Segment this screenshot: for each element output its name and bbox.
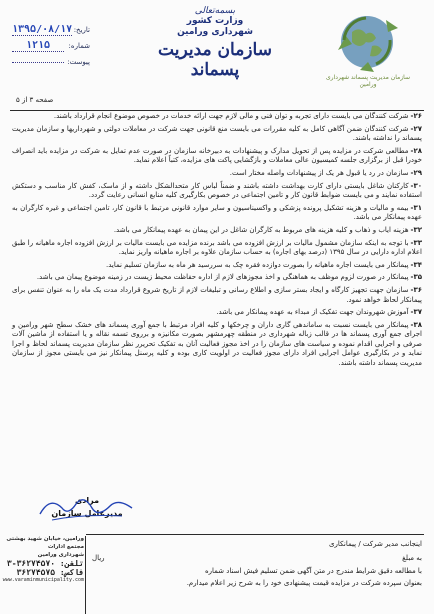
attachment-label: پیوست: [67, 58, 90, 66]
org-heading [140, 6, 290, 80]
contact-complex: مجتمع ادارات [47, 543, 84, 550]
clause-item [12, 125, 422, 144]
receipt-line-2: بعنوان سپرده شرکت در مزایده قیمت پیشنهادی خود را به شرح زیر اعلام میدارم. [186, 579, 422, 587]
letter-meta [12, 22, 90, 70]
bismillah: بسمه‌تعالی [194, 6, 236, 16]
clause-text: پیمانکار می بایست نسبت به ساماندهی گاری داران و چرخکها و کلیه افراد مرتبط با جمع آوری پسماند های خشک سطح شهر ورامین و اجرای جمع آوری پسماند ها در قالب زباله شهرداری در منطقه چهرمشهر بصورت مکانیزه و برروی تسمه نقاله و یا استفاده از ماشین آلات صرفی و اجرایی اقدام نموده و سیاست های سازمان را در اخذ مجوز فعالیت آنان به تفکیک تحریرر نظر سازمان مدیریت پسماند لحاظ و اجرا نماید و در بکارگیری عوامل اجرایی افراد دارای مجوز فعالیت در اولویت کاری بوده و کلیه پرسنل پیمانکار نیز می بایستی مجوز از سازمان مدیریت پسماند داشته باشند. [12, 320, 422, 368]
attachment-row [12, 54, 90, 70]
letter-footer [0, 534, 434, 614]
receipt-amount-label: به مبلغ [402, 554, 422, 562]
contact-block [2, 536, 84, 585]
clause-number: ۳۸- [410, 320, 422, 329]
signer-name: مرادی [74, 496, 100, 505]
contact-website[interactable]: www.varaminmunicipality.com [2, 577, 84, 584]
letterhead [0, 0, 434, 112]
clause-item [12, 286, 422, 305]
date-row [12, 22, 90, 38]
contact-municipality: شهرداری ورامین [37, 551, 84, 558]
clause-number: ۳۳- [410, 238, 422, 247]
clause-number: ۲۷- [410, 124, 422, 133]
clause-item [12, 182, 422, 201]
clause-number: ۲۶- [410, 112, 422, 120]
signature-scrawl-icon [32, 492, 142, 526]
number-label: شماره: [68, 42, 90, 50]
receipt-title: اینجانب مدیر شرکت / پیمانکاری [329, 540, 422, 548]
footer-divider [86, 534, 424, 535]
clause-text: شرکت کنندگان ضمن آگاهی کامل به کلیه مقررات می بایست منع قانونی جهت شرکت در معاملات دولتی و شهرداریها و سازمان مدیریت پسماند را نداشته باشند. [12, 124, 422, 143]
clauses-list [12, 112, 422, 372]
bid-receipt [92, 540, 422, 591]
organization-name: سازمان مدیریت پسماند [158, 40, 272, 80]
number-row [12, 38, 90, 54]
attachment-value [12, 62, 64, 63]
clause-item [12, 261, 422, 271]
clause-item [12, 273, 422, 283]
clause-text: کارکنان شاغل بایستی دارای کارت بهداشت داشته باشند و ضمناً لباس کار متحدالشکل داشته و از ماسک، کفش کار مناسب و دستکش استفاده نمایند و می بایست ضوابط قانون کار و تامین اجتماعی در خصوص بکارگیری کلیه منابع انسانی رعایت گردد. [12, 181, 422, 200]
clause-text: بیمه و مالیات و هزینه تشکیل پرونده پزشکی و واکسیناسیون و سایر موارد قانونی مرتبط با قانون کار، تامین اجتماعی و غیره کارگران به عهده پیمانکار می باشد. [12, 203, 422, 222]
logo-caption: سازمان مدیریت پسماند شهرداری ورامین [325, 74, 410, 88]
clause-text: آموزش شهروندان جهت تفکیک از مبداء به عهده پیمانکار می باشد. [216, 308, 409, 317]
clause-text: شرکت کنندگان می بایست دارای تجربه و توان فنی و مالی لازم جهت ارائه خدمات در خصوص موضوع انجام قرارداد باشند. [53, 112, 409, 120]
clause-number: ۲۹- [410, 168, 422, 177]
recycling-logo-icon [330, 10, 404, 74]
clause-text: پیمانکار در صورت لزوم موظف به هماهنگی و اخذ مجوزهای لازم از اداره حفاظت محیط زیست در زمینه موضوع پیمان می باشد. [36, 273, 409, 282]
clause-text: مطالعی شرکت در مزایده پس از تحویل مدارک و پیشنهادات به دبیرخانه سازمان در صورت عدم تمایل به شرکت در مزایده باید انصراف خودرا قبل از برگزاری جلسه کمیسیون عالی معاملات و بازگشایی پاکت های مزایده، کتباً اعلام نماید. [12, 146, 422, 165]
clause-number: ۲۸- [410, 146, 422, 155]
contact-phone: تلفن: ۳۶۲۷۴۵۷۰-۳ [6, 559, 84, 569]
header-divider [10, 110, 424, 111]
footer-vertical-divider [85, 536, 86, 614]
clause-number: ۳۰- [410, 181, 422, 190]
clause-item [12, 226, 422, 236]
clause-item [12, 147, 422, 166]
clause-text: سازمان جهت تجهیز کارگاه و ایجاد بستر سازی و اطلاع رسانی و تبلیغات لازم از تاریخ شروع قرارداد مدت یک ماه را به عنوان تنفس برای پیمانکار لحاظ خواهد نمود. [12, 285, 422, 304]
receipt-amount-row [92, 554, 422, 562]
clause-item [12, 112, 422, 122]
date-value: ۱۳۹۵/۰۸/۱۷ [12, 24, 73, 35]
clause-number: ۳۷- [410, 308, 422, 317]
receipt-line-1: با مطالعه دقیق شرایط مندرج در متن آگهی ضمن تسلیم فیش اسناد شماره [204, 567, 422, 575]
number-value: ۱۲۱۵ [12, 40, 64, 52]
signer-title: مدیرعامل سازمان [51, 509, 123, 518]
contact-address: ورامین، خیابان شهید بهشتی [6, 536, 84, 542]
contact-fax: فاکس: ۳۶۲۷۴۵۷۵ [16, 568, 84, 578]
clause-number: ۳۲- [410, 225, 422, 234]
date-label: تاریخ: [73, 26, 90, 34]
clause-text: با توجه به اینکه سازمان مشمول مالیات بر ارزش افزوده می باشد برنده مزایده می بایست مالیات بر ارزش افزوده اجاره ماهیانه را طبق اعلام اداره دارایی در سال ۱۳۹۵ (درصد بهای اجاره) به حساب سازمان علاوه بر اجاره ماهیانه واریز نماید. [12, 238, 422, 257]
clause-number: ۳۵- [410, 273, 422, 282]
clause-item [12, 308, 422, 318]
signature-block [32, 496, 142, 518]
clause-item [12, 169, 422, 179]
clause-item [12, 239, 422, 258]
municipality-name: شهرداری ورامین [177, 27, 253, 37]
clause-text: هزینه ایاب و ذهاب و کلیه هزینه های مربوط به کارگران شاغل در این پیمان به عهده پیمانکار می باشد. [113, 225, 409, 234]
clause-number: ۳۴- [410, 260, 422, 269]
clause-text: سازمان در رد یا قبول هر یک از پیشنهادات واصله مختار است. [229, 168, 409, 177]
clause-number: ۳۶- [410, 285, 422, 294]
clause-item [12, 204, 422, 223]
clause-item [12, 321, 422, 369]
clause-number: ۳۱- [410, 203, 422, 212]
receipt-currency: ریال [92, 554, 105, 562]
page-number: صفحه ۳ از ۵ [16, 96, 54, 104]
ministry-name: وزارت کشور [186, 16, 244, 26]
clause-text: پیمانکار می بایست اجاره ماهیانه را بصورت دوازده فقره چک به سررسید هر ماه به سازمان تسلیم نماید. [105, 260, 409, 269]
